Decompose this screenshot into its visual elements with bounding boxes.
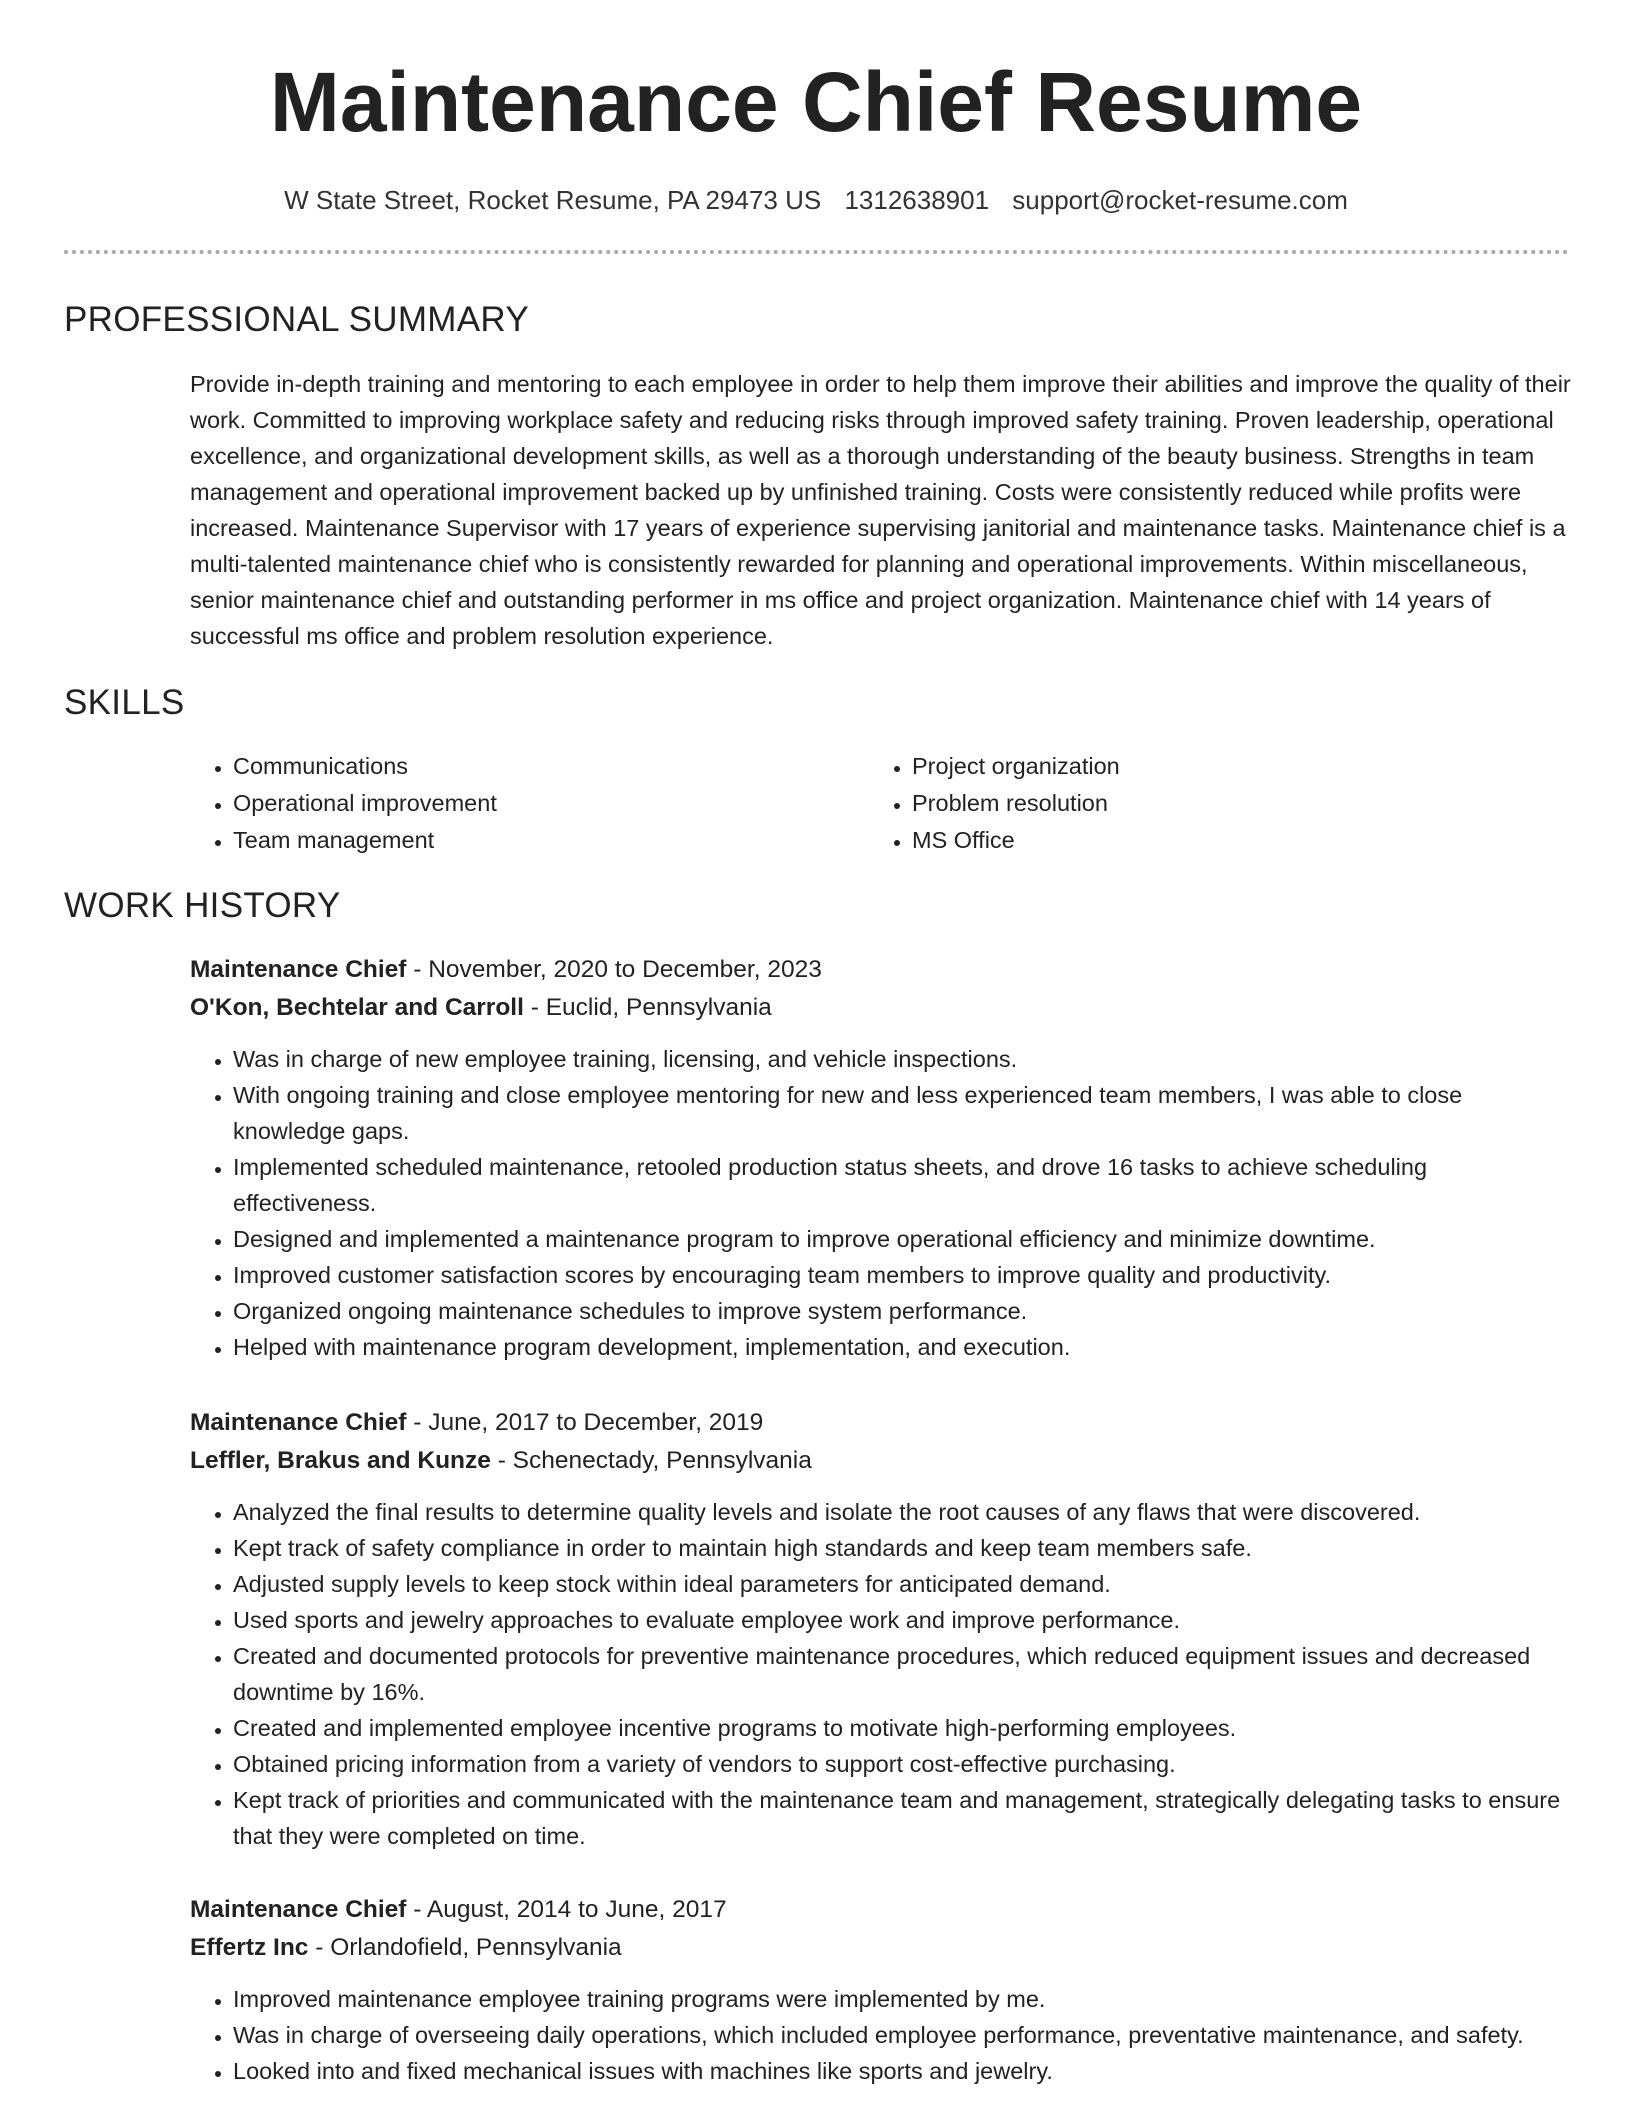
skill-item: • Operational improvement (233, 785, 826, 822)
job-bullet: • With ongoing training and close employee mentoring for new and less experienced team members, I was able to close knowledge gaps. (233, 1077, 1575, 1149)
summary-text: Provide in-depth training and mentoring to each employee in order to help them improve their abilities and improve the quality of their work. Committed to improving workplace safety and reducing risks through improved safety training. Proven leadership, operational excellence, and organizational development skills, as well as a thorough understanding of the beauty business. Strengths in team management and operational improvement backed up by unfinished training. Costs were consistently reduced while profits were increased. Maintenance Supervisor with 17 years of experience supervising janitorial and maintenance tasks. Maintenance chief is a multi-talented maintenance chief who is consistently rewarded for planning and operational improvements. Within miscellaneous, senior maintenance chief and outstanding performer in ms office and project organization. Maintenance chief with 14 years of successful ms office and problem resolution experience. (190, 371, 1571, 649)
job-company: O'Kon, Bechtelar and Carroll (190, 994, 524, 1021)
job-bullet: • Analyzed the final results to determine quality levels and isolate the root causes of any flaws that were discovered. (233, 1494, 1575, 1530)
summary-heading: PROFESSIONAL SUMMARY (64, 300, 529, 339)
job-location: - Euclid, Pennsylvania (523, 994, 772, 1021)
job-bullet: • Kept track of safety compliance in order to maintain high standards and keep team members safe. (233, 1530, 1575, 1566)
job-dates: - November, 2020 to December, 2023 (406, 956, 822, 983)
job-bullet: • Helped with maintenance program development, implementation, and execution. (233, 1329, 1575, 1365)
job-location: - Schenectady, Pennsylvania (490, 1447, 812, 1474)
job-company-line (190, 1929, 1575, 1967)
job-dates: - August, 2014 to June, 2017 (406, 1896, 727, 1923)
job-dates: - June, 2017 to December, 2019 (406, 1409, 764, 1436)
job-bullet: • Implemented scheduled maintenance, retooled production status sheets, and drove 16 tasks to achieve scheduling effectiveness. (233, 1149, 1575, 1221)
skill-item: • Communications (233, 748, 826, 785)
job-company: Leffler, Brakus and Kunze (190, 1447, 491, 1474)
skills-heading: SKILLS (64, 683, 185, 722)
skills-column-left (190, 748, 826, 859)
job-bullet: • Looked into and fixed mechanical issues with machines like sports and jewelry. (233, 2053, 1575, 2089)
skill-item: • Problem resolution (912, 785, 1505, 822)
job-bullet: • Was in charge of overseeing daily operations, which included employee performance, preventative maintenance, and safety. (233, 2017, 1575, 2053)
job-company: Effertz Inc (190, 1934, 309, 1961)
job-bullet: • Obtained pricing information from a variety of vendors to support cost-effective purchasing. (233, 1746, 1575, 1782)
job-title-line (190, 951, 1575, 989)
skill-item: • Team management (233, 822, 826, 859)
job-company-line (190, 1442, 1575, 1480)
job-bullet: • Used sports and jewelry approaches to evaluate employee work and improve performance. (233, 1602, 1575, 1638)
job-bullet: • Created and implemented employee incentive programs to motivate high-performing employees. (233, 1710, 1575, 1746)
contact-email: support@rocket-resume.com (1012, 185, 1348, 215)
job-bullets (190, 1041, 1575, 1365)
contact-address: W State Street, Rocket Resume, PA 29473 US (284, 185, 822, 215)
job-bullet: • Created and documented protocols for preventive maintenance procedures, which reduced equipment issues and decreased downtime by 16%. (233, 1638, 1575, 1710)
job-company-line (190, 989, 1575, 1027)
contact-phone: 1312638901 (844, 185, 990, 215)
job-entry (190, 951, 1575, 1365)
skills-list (190, 748, 1575, 859)
job-title-line (190, 1891, 1575, 1929)
job-title: Maintenance Chief (190, 1896, 407, 1923)
contact-line (0, 182, 1632, 218)
skill-item: • MS Office (912, 822, 1505, 859)
page-title: Maintenance Chief Resume (269, 55, 1363, 149)
job-entry (190, 1404, 1575, 1854)
job-location: - Orlandofield, Pennsylvania (308, 1934, 622, 1961)
job-title: Maintenance Chief (190, 1409, 407, 1436)
job-entry (190, 1891, 1575, 2089)
job-bullet: • Designed and implemented a maintenance program to improve operational efficiency and minimize downtime. (233, 1221, 1575, 1257)
skill-item: • Project organization (912, 748, 1505, 785)
header-divider (64, 250, 1569, 254)
job-bullet: • Organized ongoing maintenance schedules to improve system performance. (233, 1293, 1575, 1329)
job-title: Maintenance Chief (190, 956, 407, 983)
skills-column-right (869, 748, 1505, 859)
job-bullets (190, 1494, 1575, 1854)
job-bullet: • Kept track of priorities and communicated with the maintenance team and management, strategically delegating tasks to ensure that they were completed on time. (233, 1782, 1575, 1854)
job-bullet: • Improved customer satisfaction scores by encouraging team members to improve quality and productivity. (233, 1257, 1575, 1293)
job-bullet: • Improved maintenance employee training programs were implemented by me. (233, 1981, 1575, 2017)
job-title-line (190, 1404, 1575, 1442)
job-bullets (190, 1981, 1575, 2089)
work-history-heading: WORK HISTORY (64, 886, 341, 925)
job-bullet: • Was in charge of new employee training, licensing, and vehicle inspections. (233, 1041, 1575, 1077)
job-bullet: • Adjusted supply levels to keep stock within ideal parameters for anticipated demand. (233, 1566, 1575, 1602)
